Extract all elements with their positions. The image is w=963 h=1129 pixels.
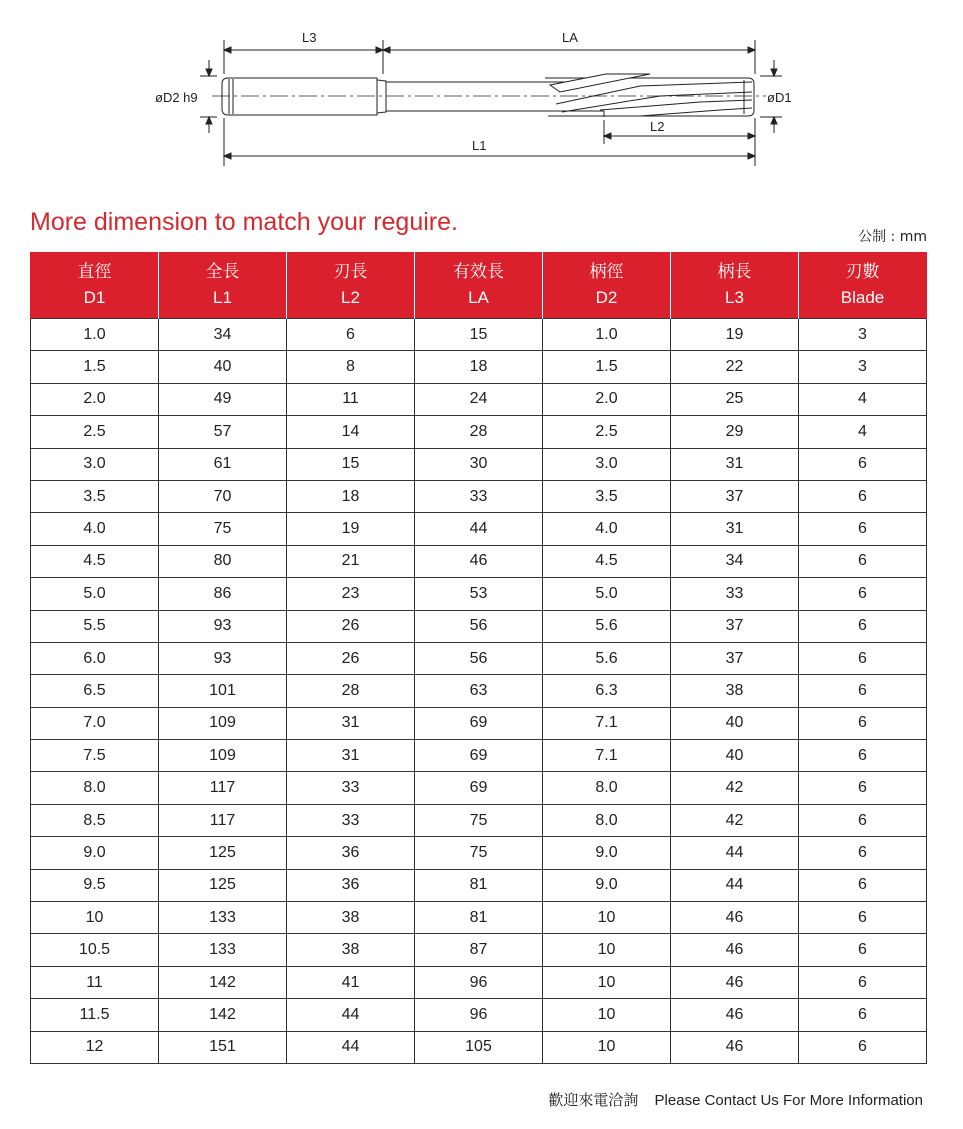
table-cell: 69	[415, 740, 543, 772]
reamer-body	[222, 74, 754, 117]
footer-zh: 歡迎來電洽詢	[548, 1091, 639, 1109]
table-cell: 133	[159, 902, 287, 934]
table-cell: 6.3	[543, 675, 671, 707]
table-cell: 6	[799, 869, 927, 901]
table-cell: 36	[287, 869, 415, 901]
table-cell: 5.6	[543, 610, 671, 642]
table-cell: 25	[671, 383, 799, 415]
table-cell: 2.0	[543, 383, 671, 415]
table-cell: 18	[415, 351, 543, 383]
table-cell: 6	[799, 837, 927, 869]
table-cell: 6.5	[31, 675, 159, 707]
header-l3	[671, 252, 799, 319]
table-cell: 10	[543, 934, 671, 966]
table-cell: 63	[415, 675, 543, 707]
header-zh: 有效長	[453, 262, 504, 282]
table-cell: 125	[159, 869, 287, 901]
table-cell: 1.0	[31, 319, 159, 351]
table-cell: 6	[799, 999, 927, 1031]
table-cell: 11	[31, 966, 159, 998]
table-cell: 26	[287, 610, 415, 642]
table-row	[31, 642, 927, 674]
table-cell: 31	[287, 707, 415, 739]
table-cell: 75	[415, 837, 543, 869]
table-cell: 33	[287, 772, 415, 804]
table-cell: 7.1	[543, 740, 671, 772]
table-cell: 81	[415, 869, 543, 901]
table-cell: 8.0	[543, 804, 671, 836]
table-cell: 3	[799, 351, 927, 383]
label-l1: L1	[472, 138, 487, 153]
header-l1	[159, 252, 287, 319]
header-zh: 刃長	[333, 262, 368, 282]
table-cell: 31	[671, 448, 799, 480]
table-cell: 93	[159, 642, 287, 674]
table-row	[31, 804, 927, 836]
table-cell: 1.5	[543, 351, 671, 383]
table-cell: 44	[287, 999, 415, 1031]
table-cell: 46	[671, 934, 799, 966]
table-cell: 125	[159, 837, 287, 869]
table-cell: 5.6	[543, 642, 671, 674]
table-cell: 9.5	[31, 869, 159, 901]
table-header-row	[31, 252, 927, 319]
table-cell: 6	[799, 578, 927, 610]
table-cell: 3.0	[31, 448, 159, 480]
table-row	[31, 383, 927, 415]
header-la	[415, 252, 543, 319]
table-cell: 56	[415, 642, 543, 674]
table-cell: 38	[287, 934, 415, 966]
table-cell: 34	[671, 545, 799, 577]
table-cell: 46	[671, 902, 799, 934]
table-cell: 34	[159, 319, 287, 351]
table-cell: 9.0	[31, 837, 159, 869]
table-cell: 33	[287, 804, 415, 836]
header-l2	[287, 252, 415, 319]
table-cell: 4.5	[31, 545, 159, 577]
table-cell: 142	[159, 999, 287, 1031]
header-en: L1	[213, 288, 232, 307]
dimension-lines	[200, 40, 782, 166]
table-cell: 38	[287, 902, 415, 934]
table-cell: 44	[671, 869, 799, 901]
table-cell: 69	[415, 707, 543, 739]
table-cell: 75	[415, 804, 543, 836]
table-cell: 5.0	[31, 578, 159, 610]
table-row	[31, 610, 927, 642]
table-cell: 9.0	[543, 837, 671, 869]
table-cell: 30	[415, 448, 543, 480]
table-cell: 29	[671, 416, 799, 448]
table-cell: 37	[671, 642, 799, 674]
table-cell: 6	[799, 1031, 927, 1063]
table-cell: 109	[159, 740, 287, 772]
table-cell: 1.0	[543, 319, 671, 351]
table-cell: 19	[287, 513, 415, 545]
table-cell: 2.5	[543, 416, 671, 448]
table-cell: 4	[799, 416, 927, 448]
label-d1: øD1	[767, 90, 792, 105]
label-la: LA	[562, 30, 578, 45]
header-zh: 柄長	[717, 262, 752, 282]
table-row	[31, 513, 927, 545]
header-en: L2	[341, 288, 360, 307]
table-cell: 36	[287, 837, 415, 869]
table-cell: 6.0	[31, 642, 159, 674]
table-row	[31, 707, 927, 739]
table-cell: 28	[287, 675, 415, 707]
table-cell: 33	[671, 578, 799, 610]
unit-label: 公制 : mm	[858, 229, 927, 245]
table-cell: 142	[159, 966, 287, 998]
table-cell: 15	[415, 319, 543, 351]
table-cell: 7.1	[543, 707, 671, 739]
header-en: L3	[725, 288, 744, 307]
header-en: Blade	[840, 288, 885, 307]
table-cell: 1.5	[31, 351, 159, 383]
table-cell: 3	[799, 319, 927, 351]
label-d2: øD2 h9	[155, 90, 198, 105]
table-cell: 6	[799, 934, 927, 966]
header-zh: 刃數	[845, 262, 880, 282]
table-cell: 6	[287, 319, 415, 351]
table-cell: 117	[159, 772, 287, 804]
contact-footer	[548, 1089, 923, 1110]
table-cell: 6	[799, 610, 927, 642]
table-cell: 12	[31, 1031, 159, 1063]
table-cell: 11	[287, 383, 415, 415]
table-cell: 151	[159, 1031, 287, 1063]
table-cell: 75	[159, 513, 287, 545]
table-cell: 8.0	[31, 772, 159, 804]
table-cell: 6	[799, 642, 927, 674]
table-cell: 6	[799, 675, 927, 707]
table-cell: 6	[799, 740, 927, 772]
table-row	[31, 772, 927, 804]
table-cell: 46	[671, 999, 799, 1031]
table-cell: 70	[159, 480, 287, 512]
table-cell: 117	[159, 804, 287, 836]
table-cell: 93	[159, 610, 287, 642]
table-row	[31, 351, 927, 383]
table-row	[31, 902, 927, 934]
table-cell: 101	[159, 675, 287, 707]
table-cell: 10	[31, 902, 159, 934]
page-title: More dimension to match your reguire.	[30, 208, 458, 236]
table-cell: 44	[287, 1031, 415, 1063]
table-cell: 53	[415, 578, 543, 610]
table-cell: 3.0	[543, 448, 671, 480]
header-zh: 全長	[205, 262, 240, 282]
table-row	[31, 740, 927, 772]
table-row	[31, 869, 927, 901]
table-cell: 8.5	[31, 804, 159, 836]
table-cell: 4.5	[543, 545, 671, 577]
table-row	[31, 675, 927, 707]
table-cell: 28	[415, 416, 543, 448]
table-cell: 31	[671, 513, 799, 545]
table-row	[31, 480, 927, 512]
reamer-dimension-diagram	[0, 0, 963, 200]
header-en: LA	[468, 288, 489, 307]
table-cell: 7.0	[31, 707, 159, 739]
table-cell: 6	[799, 804, 927, 836]
table-cell: 10	[543, 1031, 671, 1063]
table-cell: 19	[671, 319, 799, 351]
table-cell: 49	[159, 383, 287, 415]
table-cell: 3.5	[543, 480, 671, 512]
table-cell: 7.5	[31, 740, 159, 772]
table-cell: 6	[799, 545, 927, 577]
table-cell: 37	[671, 480, 799, 512]
table-cell: 6	[799, 966, 927, 998]
table-row	[31, 999, 927, 1031]
table-cell: 2.0	[31, 383, 159, 415]
table-row	[31, 448, 927, 480]
table-cell: 80	[159, 545, 287, 577]
table-cell: 96	[415, 966, 543, 998]
table-row	[31, 578, 927, 610]
table-cell: 8.0	[543, 772, 671, 804]
table-cell: 4.0	[31, 513, 159, 545]
table-cell: 10	[543, 902, 671, 934]
table-cell: 24	[415, 383, 543, 415]
table-cell: 3.5	[31, 480, 159, 512]
table-cell: 86	[159, 578, 287, 610]
table-cell: 10	[543, 999, 671, 1031]
table-cell: 41	[287, 966, 415, 998]
table-cell: 44	[671, 837, 799, 869]
table-cell: 44	[415, 513, 543, 545]
table-cell: 105	[415, 1031, 543, 1063]
table-cell: 10	[543, 966, 671, 998]
table-cell: 38	[671, 675, 799, 707]
table-cell: 40	[671, 707, 799, 739]
table-cell: 56	[415, 610, 543, 642]
table-cell: 22	[671, 351, 799, 383]
table-cell: 6	[799, 772, 927, 804]
table-cell: 81	[415, 902, 543, 934]
table-cell: 21	[287, 545, 415, 577]
specification-table	[30, 252, 927, 1064]
table-row	[31, 966, 927, 998]
table-cell: 8	[287, 351, 415, 383]
table-cell: 46	[671, 966, 799, 998]
table-cell: 40	[159, 351, 287, 383]
table-cell: 31	[287, 740, 415, 772]
table-cell: 87	[415, 934, 543, 966]
footer-en: Please Contact Us For More Information	[654, 1092, 923, 1109]
table-cell: 6	[799, 902, 927, 934]
header-en: D2	[595, 288, 618, 307]
table-cell: 42	[671, 804, 799, 836]
header-blade	[799, 252, 927, 319]
table-cell: 57	[159, 416, 287, 448]
table-cell: 40	[671, 740, 799, 772]
header-d2	[543, 252, 671, 319]
table-cell: 9.0	[543, 869, 671, 901]
table-cell: 46	[415, 545, 543, 577]
table-cell: 4.0	[543, 513, 671, 545]
table-cell: 26	[287, 642, 415, 674]
table-cell: 2.5	[31, 416, 159, 448]
table-cell: 10.5	[31, 934, 159, 966]
header-zh: 直徑	[77, 262, 112, 282]
table-cell: 96	[415, 999, 543, 1031]
table-cell: 61	[159, 448, 287, 480]
label-l2: L2	[650, 119, 665, 134]
table-cell: 33	[415, 480, 543, 512]
table-row	[31, 934, 927, 966]
table-row	[31, 545, 927, 577]
table-cell: 6	[799, 448, 927, 480]
table-cell: 46	[671, 1031, 799, 1063]
table-cell: 23	[287, 578, 415, 610]
table-cell: 133	[159, 934, 287, 966]
table-cell: 109	[159, 707, 287, 739]
table-cell: 5.5	[31, 610, 159, 642]
table-cell: 42	[671, 772, 799, 804]
table-cell: 69	[415, 772, 543, 804]
table-cell: 6	[799, 513, 927, 545]
table-cell: 11.5	[31, 999, 159, 1031]
header-zh: 柄徑	[589, 262, 624, 282]
table-row	[31, 319, 927, 351]
table-cell: 5.0	[543, 578, 671, 610]
label-l3: L3	[302, 30, 317, 45]
table-cell: 14	[287, 416, 415, 448]
table-cell: 4	[799, 383, 927, 415]
table-cell: 6	[799, 480, 927, 512]
table-cell: 6	[799, 707, 927, 739]
table-cell: 37	[671, 610, 799, 642]
table-cell: 18	[287, 480, 415, 512]
table-row	[31, 1031, 927, 1063]
header-en: D1	[83, 288, 106, 307]
table-cell: 15	[287, 448, 415, 480]
table-body	[31, 319, 927, 1064]
table-row	[31, 416, 927, 448]
table-row	[31, 837, 927, 869]
header-d1	[31, 252, 159, 319]
